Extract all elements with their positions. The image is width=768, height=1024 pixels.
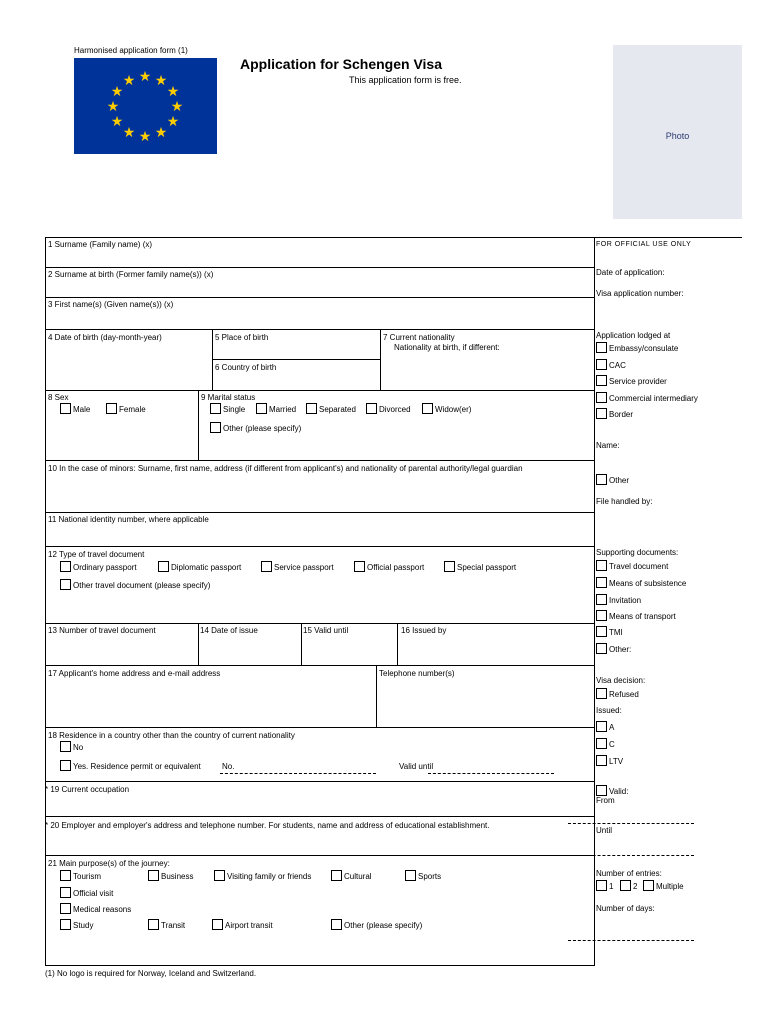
- photo-box: [613, 45, 742, 219]
- row-divider: [45, 855, 595, 856]
- purpose-study-option[interactable]: [60, 919, 93, 931]
- option-label: Ordinary passport: [73, 563, 137, 572]
- purpose-sports-option[interactable]: [405, 870, 441, 882]
- purpose-business-option[interactable]: [148, 870, 193, 882]
- official-entries-label: Number of entries:: [596, 869, 662, 878]
- row-divider: [45, 512, 595, 513]
- checkbox[interactable]: [214, 870, 225, 881]
- option-label: Divorced: [379, 405, 411, 414]
- row-divider: [45, 623, 595, 624]
- checkbox[interactable]: [60, 403, 71, 414]
- checkbox[interactable]: [596, 408, 607, 419]
- option-label: A: [609, 723, 615, 732]
- official-border-option[interactable]: [596, 408, 633, 420]
- harmonised-label: Harmonised application form (1): [74, 46, 188, 55]
- field-16-issued-by: 16 Issued by: [401, 626, 447, 635]
- official-from-line[interactable]: [568, 823, 694, 824]
- option-label: Other: [609, 476, 630, 485]
- form-title: Application for Schengen Visa: [240, 56, 443, 72]
- official-travel-document-option[interactable]: [596, 560, 668, 572]
- checkbox[interactable]: [596, 738, 607, 749]
- option-label: Widow(er): [435, 405, 472, 414]
- telephone-label: Telephone number(s): [379, 669, 455, 678]
- option-label: Female: [119, 405, 146, 414]
- field-10-minors: 10 In the case of minors: Surname, first name, address (if different from applicant's) and nationality of parental authority/legal guardian: [48, 464, 523, 473]
- purpose-cultural-option[interactable]: [331, 870, 372, 882]
- field-6-country-of-birth: 6 Country of birth: [215, 363, 277, 372]
- checkbox[interactable]: [596, 342, 607, 353]
- option-label: Cultural: [344, 872, 372, 881]
- sex-female-option[interactable]: [106, 403, 146, 415]
- checkbox[interactable]: [60, 887, 71, 898]
- checkbox[interactable]: [60, 870, 71, 881]
- checkbox[interactable]: [331, 919, 342, 930]
- option-label: Business: [161, 872, 194, 881]
- purpose-other-option[interactable]: [331, 919, 422, 931]
- residence-valid-until-label: Valid until: [399, 762, 434, 771]
- official-use-heading: FOR OFFICIAL USE ONLY: [596, 241, 692, 248]
- col-divider: [301, 623, 302, 665]
- checkbox[interactable]: [596, 474, 607, 485]
- option-label: Medical reasons: [73, 905, 132, 914]
- official-entries-1-option[interactable]: [596, 880, 613, 892]
- form-bottom-border: [45, 965, 595, 966]
- official-tmi-option[interactable]: [596, 626, 623, 638]
- field-15-valid-until: 15 Valid until: [303, 626, 349, 635]
- option-label: Tourism: [73, 872, 102, 881]
- purpose-visiting-option[interactable]: [214, 870, 311, 882]
- field-13-travel-doc-number: 13 Number of travel document: [48, 626, 156, 635]
- option-label: Other (please specify): [344, 921, 423, 930]
- col-divider: [380, 329, 381, 390]
- field-8-sex: 8 Sex: [48, 393, 69, 402]
- official-c-option[interactable]: [596, 738, 615, 750]
- option-label: Multiple: [656, 882, 684, 891]
- option-label: Special passport: [457, 563, 517, 572]
- official-issued-label: Issued:: [596, 706, 622, 715]
- row-divider: [45, 390, 595, 391]
- sex-male-option[interactable]: [60, 403, 90, 415]
- field-21-purpose: 21 Main purpose(s) of the journey:: [48, 859, 170, 868]
- svg-text:★: ★: [166, 114, 180, 130]
- field-9-marital-status: 9 Marital status: [201, 393, 256, 402]
- eu-stars-icon: [74, 58, 217, 154]
- option-label: Official visit: [73, 889, 114, 898]
- checkbox[interactable]: [60, 903, 71, 914]
- doc-official-option[interactable]: [354, 561, 424, 573]
- doc-ordinary-option[interactable]: [60, 561, 137, 573]
- field-7-nationality-at-birth: Nationality at birth, if different:: [394, 343, 500, 352]
- option-label: TMI: [609, 628, 623, 637]
- checkbox[interactable]: [405, 870, 416, 881]
- svg-text:★: ★: [122, 125, 136, 141]
- checkbox[interactable]: [60, 579, 71, 590]
- option-label: Sports: [418, 872, 442, 881]
- row-divider: [45, 297, 595, 298]
- row-divider: [45, 546, 595, 547]
- option-label: No: [73, 743, 84, 752]
- checkbox[interactable]: [596, 359, 607, 370]
- checkbox[interactable]: [60, 919, 71, 930]
- field-11-national-id: 11 National identity number, where applicable: [48, 515, 209, 524]
- official-refused-option[interactable]: [596, 688, 639, 700]
- option-label: Single: [223, 405, 246, 414]
- residence-permit-no-label: No.: [222, 762, 235, 771]
- field-2-surname-at-birth: 2 Surname at birth (Former family name(s)) (x): [48, 270, 214, 279]
- option-label: Other:: [609, 645, 632, 654]
- svg-text:★: ★: [106, 99, 120, 115]
- checkbox[interactable]: [643, 880, 654, 891]
- field-12-travel-document-type: 12 Type of travel document: [48, 550, 145, 559]
- row-divider: [45, 816, 595, 817]
- marital-widow-option[interactable]: [422, 403, 471, 415]
- option-label: Embassy/consulate: [609, 344, 679, 353]
- checkbox[interactable]: [596, 594, 607, 605]
- checkbox[interactable]: [596, 688, 607, 699]
- svg-text:★: ★: [110, 84, 124, 100]
- option-label: Invitation: [609, 596, 642, 605]
- option-label: Yes. Residence permit or equivalent: [73, 762, 201, 771]
- option-label: 1: [609, 882, 614, 891]
- checkbox[interactable]: [596, 755, 607, 766]
- field-20-employer: * 20 Employer and employer's address and telephone number. For students, name and address of educational establishment.: [45, 821, 490, 830]
- checkbox[interactable]: [596, 392, 607, 403]
- option-label: Official passport: [367, 563, 425, 572]
- svg-text:★: ★: [110, 114, 124, 130]
- official-days-line[interactable]: [568, 940, 694, 941]
- svg-text:★: ★: [138, 129, 152, 145]
- col-divider: [397, 623, 398, 665]
- official-name-label: Name:: [596, 441, 620, 450]
- residence-permit-no-line[interactable]: [220, 773, 376, 774]
- marital-single-option[interactable]: [210, 403, 245, 415]
- official-other-option[interactable]: [596, 474, 629, 486]
- checkbox[interactable]: [596, 721, 607, 732]
- option-label: Airport transit: [225, 921, 273, 930]
- option-label: Commercial intermediary: [609, 394, 698, 403]
- option-label: Diplomatic passport: [171, 563, 242, 572]
- row-divider: [45, 267, 595, 268]
- footnote: (1) No logo is required for Norway, Iceland and Switzerland.: [45, 969, 257, 978]
- checkbox[interactable]: [256, 403, 267, 414]
- marital-married-option[interactable]: [256, 403, 296, 415]
- official-visa-application-number: Visa application number:: [596, 289, 684, 298]
- checkbox[interactable]: [422, 403, 433, 414]
- residence-no-option[interactable]: [60, 741, 83, 753]
- checkbox[interactable]: [158, 561, 169, 572]
- residence-yes-option[interactable]: [60, 760, 201, 772]
- purpose-transit-option[interactable]: [148, 919, 185, 931]
- svg-text:★: ★: [170, 99, 184, 115]
- field-1-surname: 1 Surname (Family name) (x): [48, 240, 153, 249]
- row-divider: [45, 665, 595, 666]
- field-14-date-of-issue: 14 Date of issue: [200, 626, 258, 635]
- form-top-border: [45, 237, 742, 238]
- doc-special-option[interactable]: [444, 561, 516, 573]
- option-label: LTV: [609, 757, 624, 766]
- checkbox[interactable]: [148, 870, 159, 881]
- checkbox[interactable]: [354, 561, 365, 572]
- svg-text:★: ★: [122, 73, 136, 89]
- official-date-of-application: Date of application:: [596, 268, 665, 277]
- purpose-airport-transit-option[interactable]: [212, 919, 273, 931]
- checkbox[interactable]: [596, 880, 607, 891]
- row-divider: [45, 781, 595, 782]
- option-label: 2: [633, 882, 638, 891]
- purpose-medical-option[interactable]: [60, 903, 131, 915]
- checkbox[interactable]: [444, 561, 455, 572]
- field-18-residence: 18 Residence in a country other than the country of current nationality: [48, 731, 295, 740]
- official-other2-option[interactable]: [596, 643, 631, 655]
- official-invitation-option[interactable]: [596, 594, 641, 606]
- checkbox[interactable]: [148, 919, 159, 930]
- official-days-label: Number of days:: [596, 904, 655, 913]
- option-label: Means of transport: [609, 612, 676, 621]
- official-entries-multiple-option[interactable]: [643, 880, 684, 892]
- checkbox[interactable]: [331, 870, 342, 881]
- option-label: Separated: [319, 405, 356, 414]
- official-ltv-option[interactable]: [596, 755, 623, 767]
- checkbox[interactable]: [596, 560, 607, 571]
- field-3-first-names: 3 First name(s) (Given name(s)) (x): [48, 300, 174, 309]
- field-17-home-address: 17 Applicant's home address and e-mail address: [48, 669, 221, 678]
- marital-other-option[interactable]: [210, 422, 301, 434]
- option-label: Service provider: [609, 377, 667, 386]
- option-label: C: [609, 740, 615, 749]
- official-supporting-docs: Supporting documents:: [596, 548, 679, 557]
- checkbox[interactable]: [596, 626, 607, 637]
- residence-valid-until-line[interactable]: [428, 773, 554, 774]
- official-service-provider-option[interactable]: [596, 375, 667, 387]
- row-divider: [45, 460, 595, 461]
- col-divider: [198, 623, 199, 665]
- marital-divorced-option[interactable]: [366, 403, 411, 415]
- official-from-label: From: [596, 796, 615, 805]
- official-entries-2-option[interactable]: [620, 880, 637, 892]
- official-a-option[interactable]: [596, 721, 614, 733]
- official-cac-option[interactable]: [596, 359, 626, 371]
- option-label: Service passport: [274, 563, 334, 572]
- option-label: Study: [73, 921, 94, 930]
- checkbox[interactable]: [366, 403, 377, 414]
- purpose-official-visit-option[interactable]: [60, 887, 113, 899]
- svg-text:★: ★: [154, 125, 168, 141]
- field-5-place-of-birth: 5 Place of birth: [215, 333, 269, 342]
- official-embassy-option[interactable]: [596, 342, 678, 354]
- official-means-subsistence-option[interactable]: [596, 577, 686, 589]
- option-label: Male: [73, 405, 91, 414]
- row-divider: [45, 727, 595, 728]
- option-label: Other (please specify): [223, 424, 302, 433]
- form-subtitle: This application form is free.: [349, 75, 462, 85]
- doc-diplomatic-option[interactable]: [158, 561, 241, 573]
- official-visa-decision: Visa decision:: [596, 676, 646, 685]
- option-label: CAC: [609, 361, 626, 370]
- checkbox[interactable]: [596, 375, 607, 386]
- row-divider: [45, 329, 595, 330]
- option-label: Travel document: [609, 562, 669, 571]
- checkbox[interactable]: [596, 785, 607, 796]
- option-label: Other travel document (please specify): [73, 581, 211, 590]
- option-label: Transit: [161, 921, 186, 930]
- col-divider: [376, 665, 377, 727]
- checkbox[interactable]: [596, 577, 607, 588]
- official-commercial-option[interactable]: [596, 392, 698, 404]
- checkbox[interactable]: [212, 919, 223, 930]
- checkbox[interactable]: [306, 403, 317, 414]
- option-label: Valid:: [609, 787, 629, 796]
- svg-text:★: ★: [166, 84, 180, 100]
- photo-label: Photo: [665, 131, 690, 141]
- option-label: Married: [269, 405, 297, 414]
- checkbox[interactable]: [210, 403, 221, 414]
- field-4-date-of-birth: 4 Date of birth (day-month-year): [48, 333, 162, 342]
- option-label: Border: [609, 410, 634, 419]
- option-label: Means of subsistence: [609, 579, 687, 588]
- svg-text:★: ★: [154, 73, 168, 89]
- checkbox[interactable]: [620, 880, 631, 891]
- eu-flag-logo: [74, 58, 217, 154]
- row-divider: [212, 359, 380, 360]
- option-label: Visiting family or friends: [227, 872, 312, 881]
- official-until-label: Until: [596, 826, 613, 835]
- checkbox[interactable]: [60, 561, 71, 572]
- field-19-occupation: * 19 Current occupation: [45, 785, 130, 794]
- checkbox[interactable]: [210, 422, 221, 433]
- field-7-nationality: 7 Current nationality: [383, 333, 455, 342]
- doc-other-option[interactable]: [60, 579, 210, 591]
- checkbox[interactable]: [60, 760, 71, 771]
- svg-text:★: ★: [138, 69, 152, 85]
- checkbox[interactable]: [596, 610, 607, 621]
- checkbox[interactable]: [261, 561, 272, 572]
- official-lodged-at: Application lodged at: [596, 331, 671, 340]
- marital-separated-option[interactable]: [306, 403, 356, 415]
- purpose-tourism-option[interactable]: [60, 870, 101, 882]
- official-until-line[interactable]: [568, 855, 694, 856]
- col-divider: [198, 390, 199, 460]
- option-label: Refused: [609, 690, 639, 699]
- doc-service-option[interactable]: [261, 561, 334, 573]
- official-means-transport-option[interactable]: [596, 610, 676, 622]
- checkbox[interactable]: [596, 643, 607, 654]
- checkbox[interactable]: [106, 403, 117, 414]
- checkbox[interactable]: [60, 741, 71, 752]
- official-file-handled: File handled by:: [596, 497, 653, 506]
